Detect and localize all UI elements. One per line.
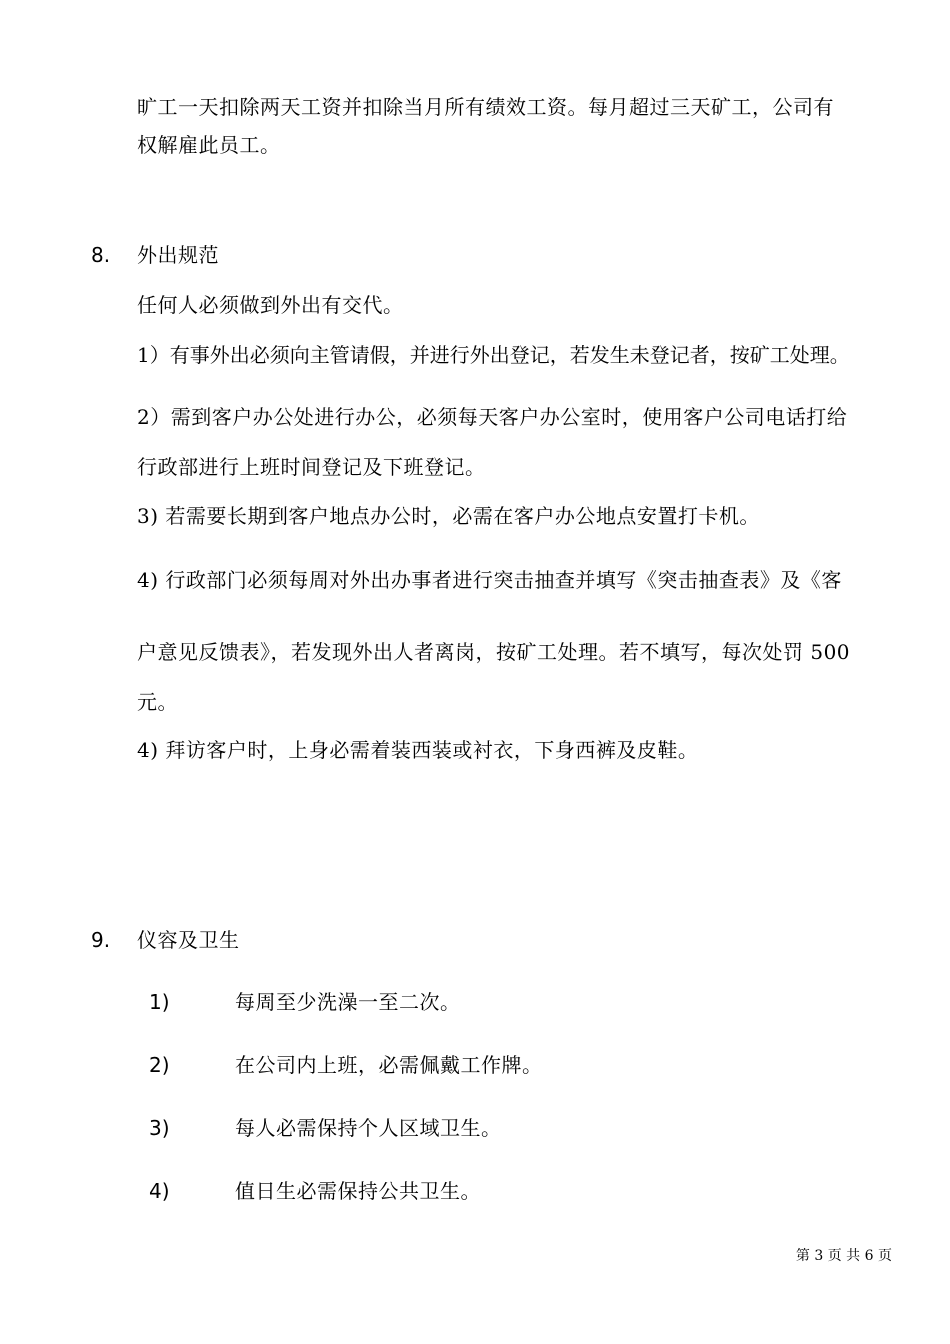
section-9-title: 仪容及卫生 <box>137 928 240 952</box>
section-8-item-3: 3) 若需要长期到客户地点办公时，必需在客户办公地点安置打卡机。 <box>137 504 760 528</box>
list-item-text: 在公司内上班，必需佩戴工作牌。 <box>235 1053 543 1077</box>
section-8-lead: 任何人必须做到外出有交代。 <box>137 293 404 317</box>
section-9-number: 9. <box>91 928 111 952</box>
intro-line-1: 旷工一天扣除两天工资并扣除当月所有绩效工资。每月超过三天矿工，公司有 <box>137 95 834 119</box>
intro-line-2: 权解雇此员工。 <box>137 133 281 157</box>
section-8-item-4-line-3: 元。 <box>137 690 178 714</box>
list-item-text: 每人必需保持个人区域卫生。 <box>235 1116 502 1140</box>
section-8-item-4-line-1: 4) 行政部门必须每周对外出办事者进行突击抽查并填写《突击抽查表》及《客 <box>137 568 842 592</box>
section-8-item-5: 4) 拜访客户时，上身必需着装西装或衬衣，下身西裤及皮鞋。 <box>137 738 699 762</box>
section-8-number: 8. <box>91 243 111 267</box>
list-item-number: 3) <box>149 1116 170 1140</box>
section-8-item-2-line-1: 2）需到客户办公处进行办公，必须每天客户办公室时，使用客户公司电话打给 <box>137 405 848 429</box>
section-8-item-1: 1）有事外出必须向主管请假，并进行外出登记，若发生未登记者，按矿工处理。 <box>137 343 850 367</box>
page-number-footer: 第 3 页 共 6 页 <box>795 1248 892 1264</box>
list-item-number: 1) <box>149 990 170 1014</box>
list-item-number: 2) <box>149 1053 170 1077</box>
list-item-text: 值日生必需保持公共卫生。 <box>235 1179 481 1203</box>
list-item-text: 每周至少洗澡一至二次。 <box>235 990 461 1014</box>
section-8-title: 外出规范 <box>137 243 219 267</box>
list-item-number: 4) <box>149 1179 170 1203</box>
section-8-item-2-line-2: 行政部进行上班时间登记及下班登记。 <box>137 455 486 479</box>
section-8-item-4-line-2: 户意见反馈表》，若发现外出人者离岗，按矿工处理。若不填写，每次处罚 500 <box>137 640 851 664</box>
